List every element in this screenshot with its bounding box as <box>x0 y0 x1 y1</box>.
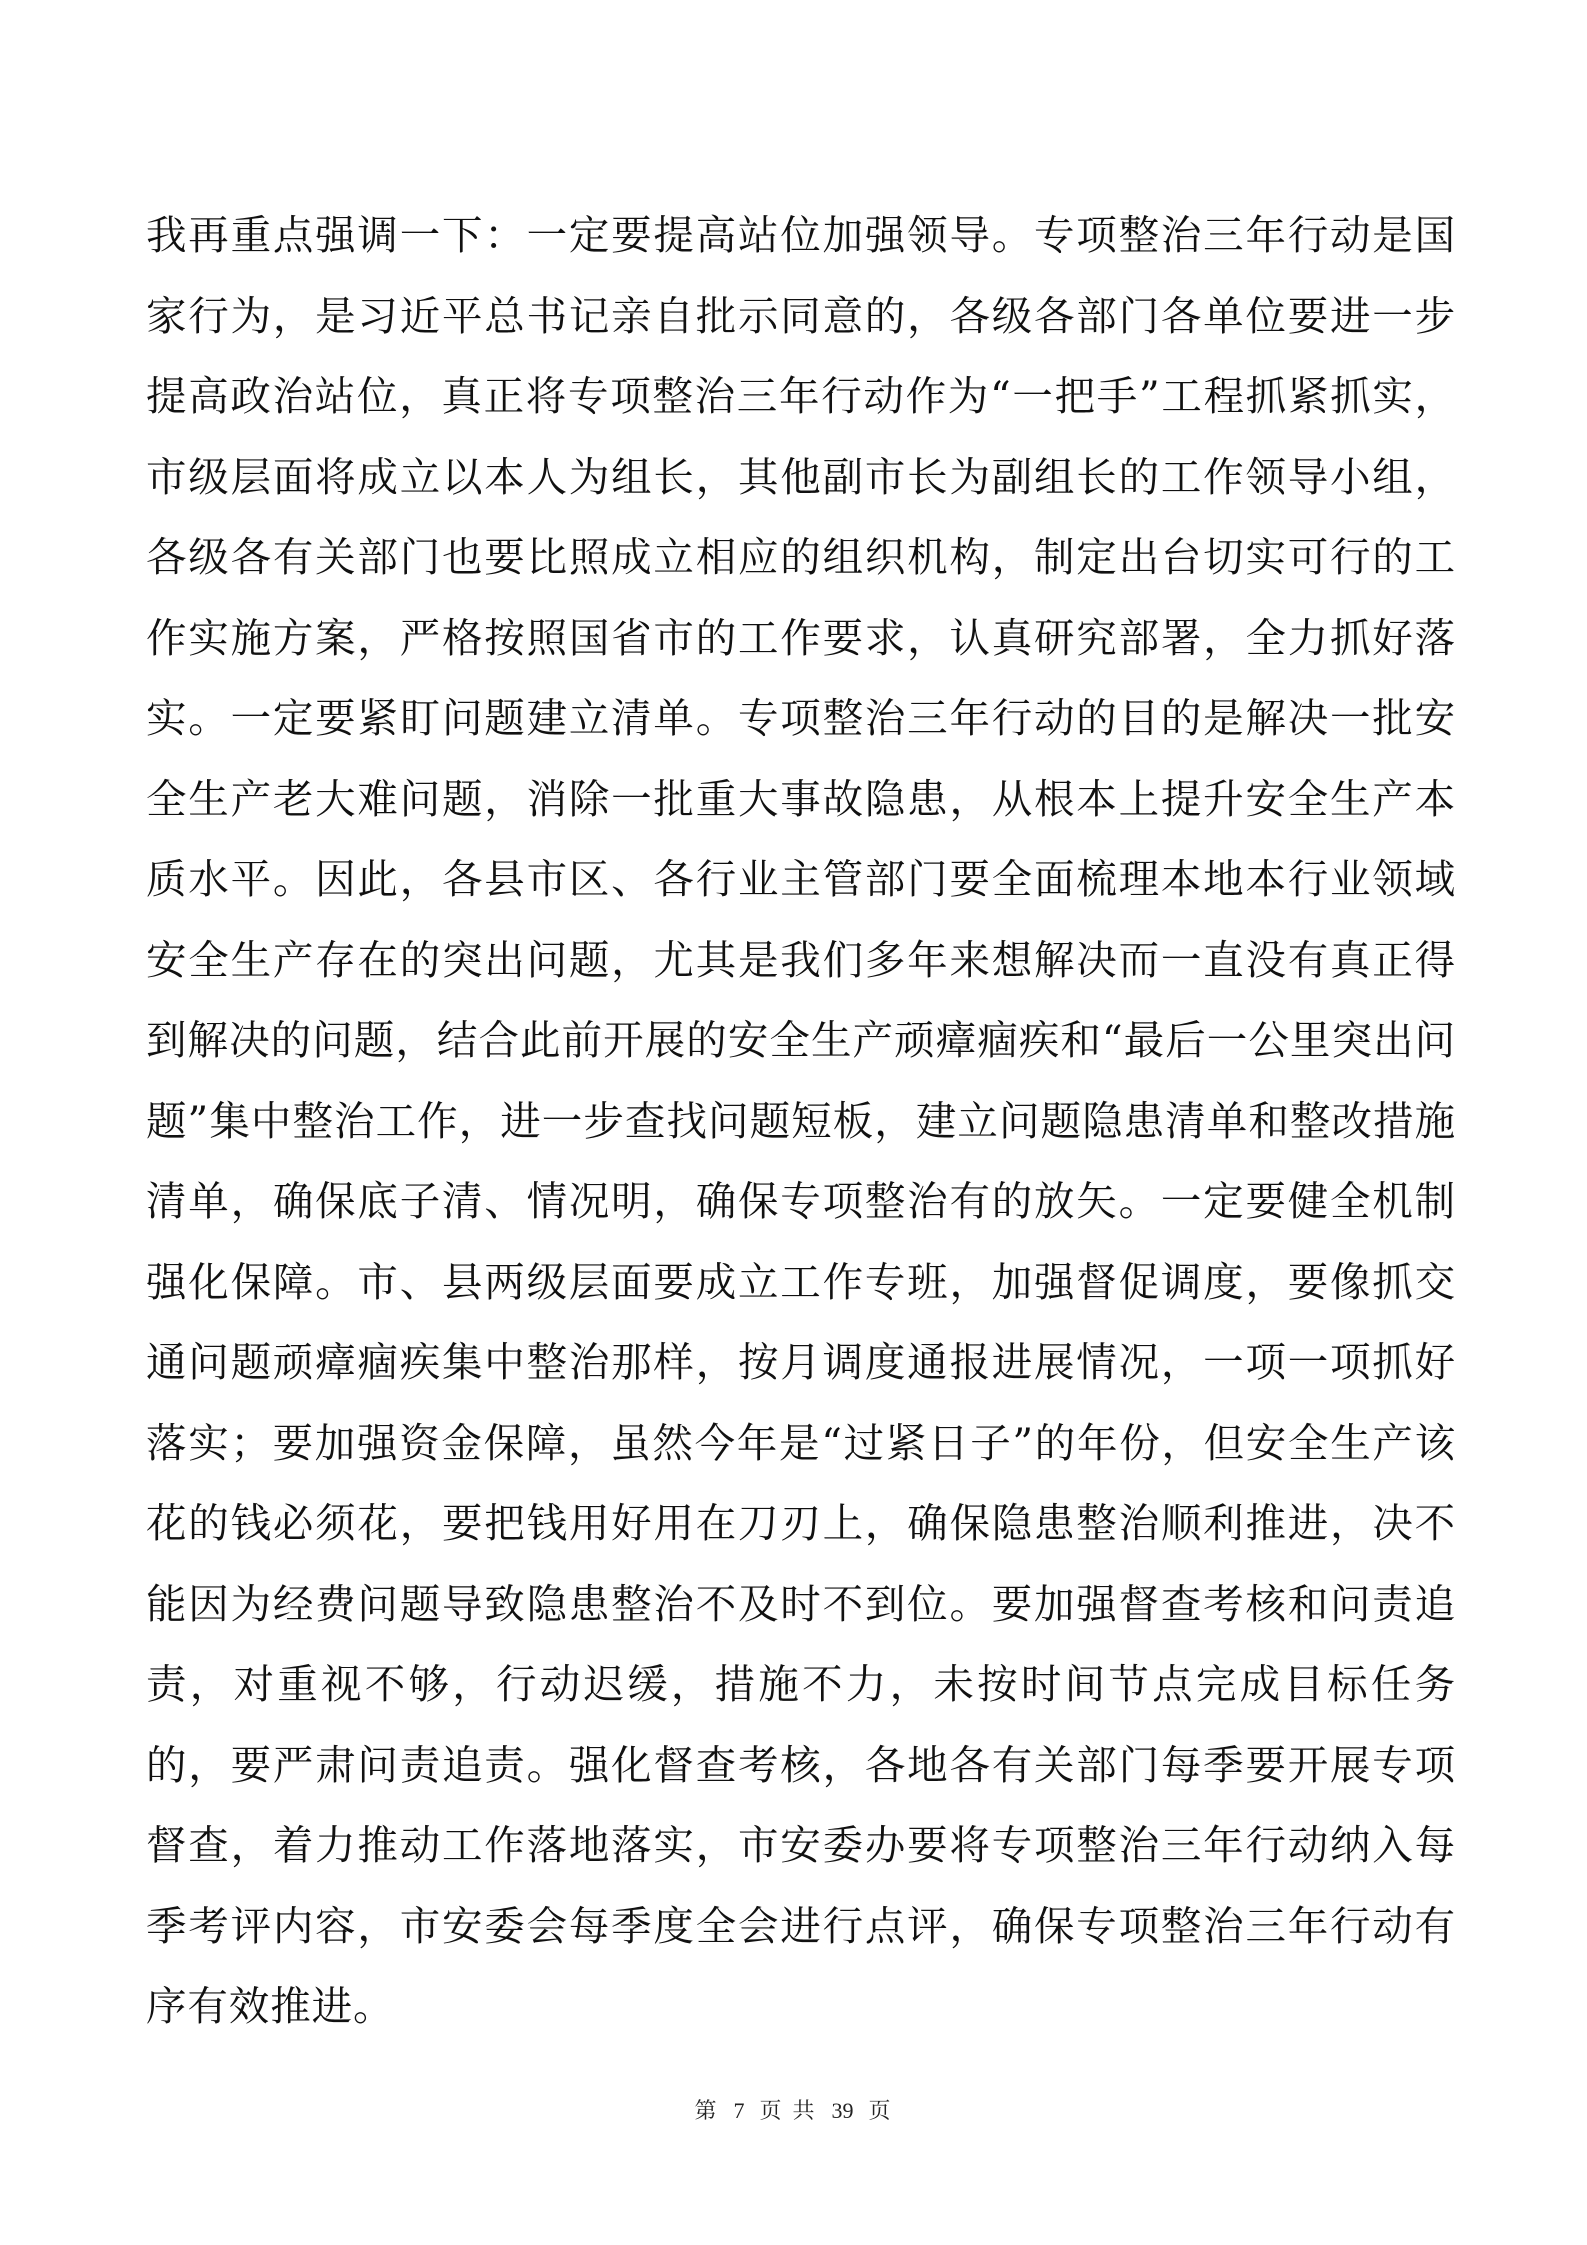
page-label-middle: 页 共 <box>759 2099 817 2124</box>
total-pages-number: 39 <box>831 2098 854 2123</box>
page-label-suffix: 页 <box>868 2099 893 2124</box>
body-paragraph: 我再重点强调一下：一定要提高站位加强领导。专项整治三年行动是国家行为，是习近平总书记亲自批示同意的，各级各部门各单位要进一步提高政治站位，真正将专项整治三年行动作为“一把手”工程抓紧抓实，市级层面将成立以本人为组长，其他副市长为副组长的工作领导小组，各级各有关部门也要比照成立相应的组织机构，制定出台切实可行的工作实施方案，严格按照国省市的工作要求，认真研究部署，全力抓好落实。一定要紧盯问题建立清单。专项整治三年行动的目的是解决一批安全生产老大难问题，消除一批重大事故隐患，从根本上提升安全生产本质水平。因此，各县市区、各行业主管部门要全面梳理本地本行业领域安全生产存在的突出问题，尤其是我们多年来想解决而一直没有真正得到解决的问题，结合此前开展的安全生产顽瘴痼疾和“最后一公里突出问题”集中整治工作，进一步查找问题短板，建立问题隐患清单和整改措施清单，确保底子清、情况明，确保专项整治有的放矢。一定要健全机制强化保障。市、县两级层面要成立工作专班，加强督促调度，要像抓交通问题顽瘴痼疾集中整治那样，按月调度通报进展情况，一项一项抓好落实；要加强资金保障，虽然今年是“过紧日子”的年份，但安全生产该花的钱必须花，要把钱用好用在刀刃上，确保隐患整治顺利推进，决不能因为经费问题导致隐患整治不及时不到位。要加强督查考核和问责追责，对重视不够，行动迟缓，措施不力，未按时间节点完成目标任务的，要严肃问责追责。强化督查考核，各地各有关部门每季要开展专项督查，着力推动工作落地落实，市安委办要将专项整治三年行动纳入每季考评内容，市安委会每季度全会进行点评，确保专项整治三年行动有序有效推进。 <box>146 211 1456 2030</box>
page-footer <box>0 2094 1587 2125</box>
page-label-prefix: 第 <box>694 2099 719 2124</box>
current-page-number: 7 <box>733 2098 745 2123</box>
